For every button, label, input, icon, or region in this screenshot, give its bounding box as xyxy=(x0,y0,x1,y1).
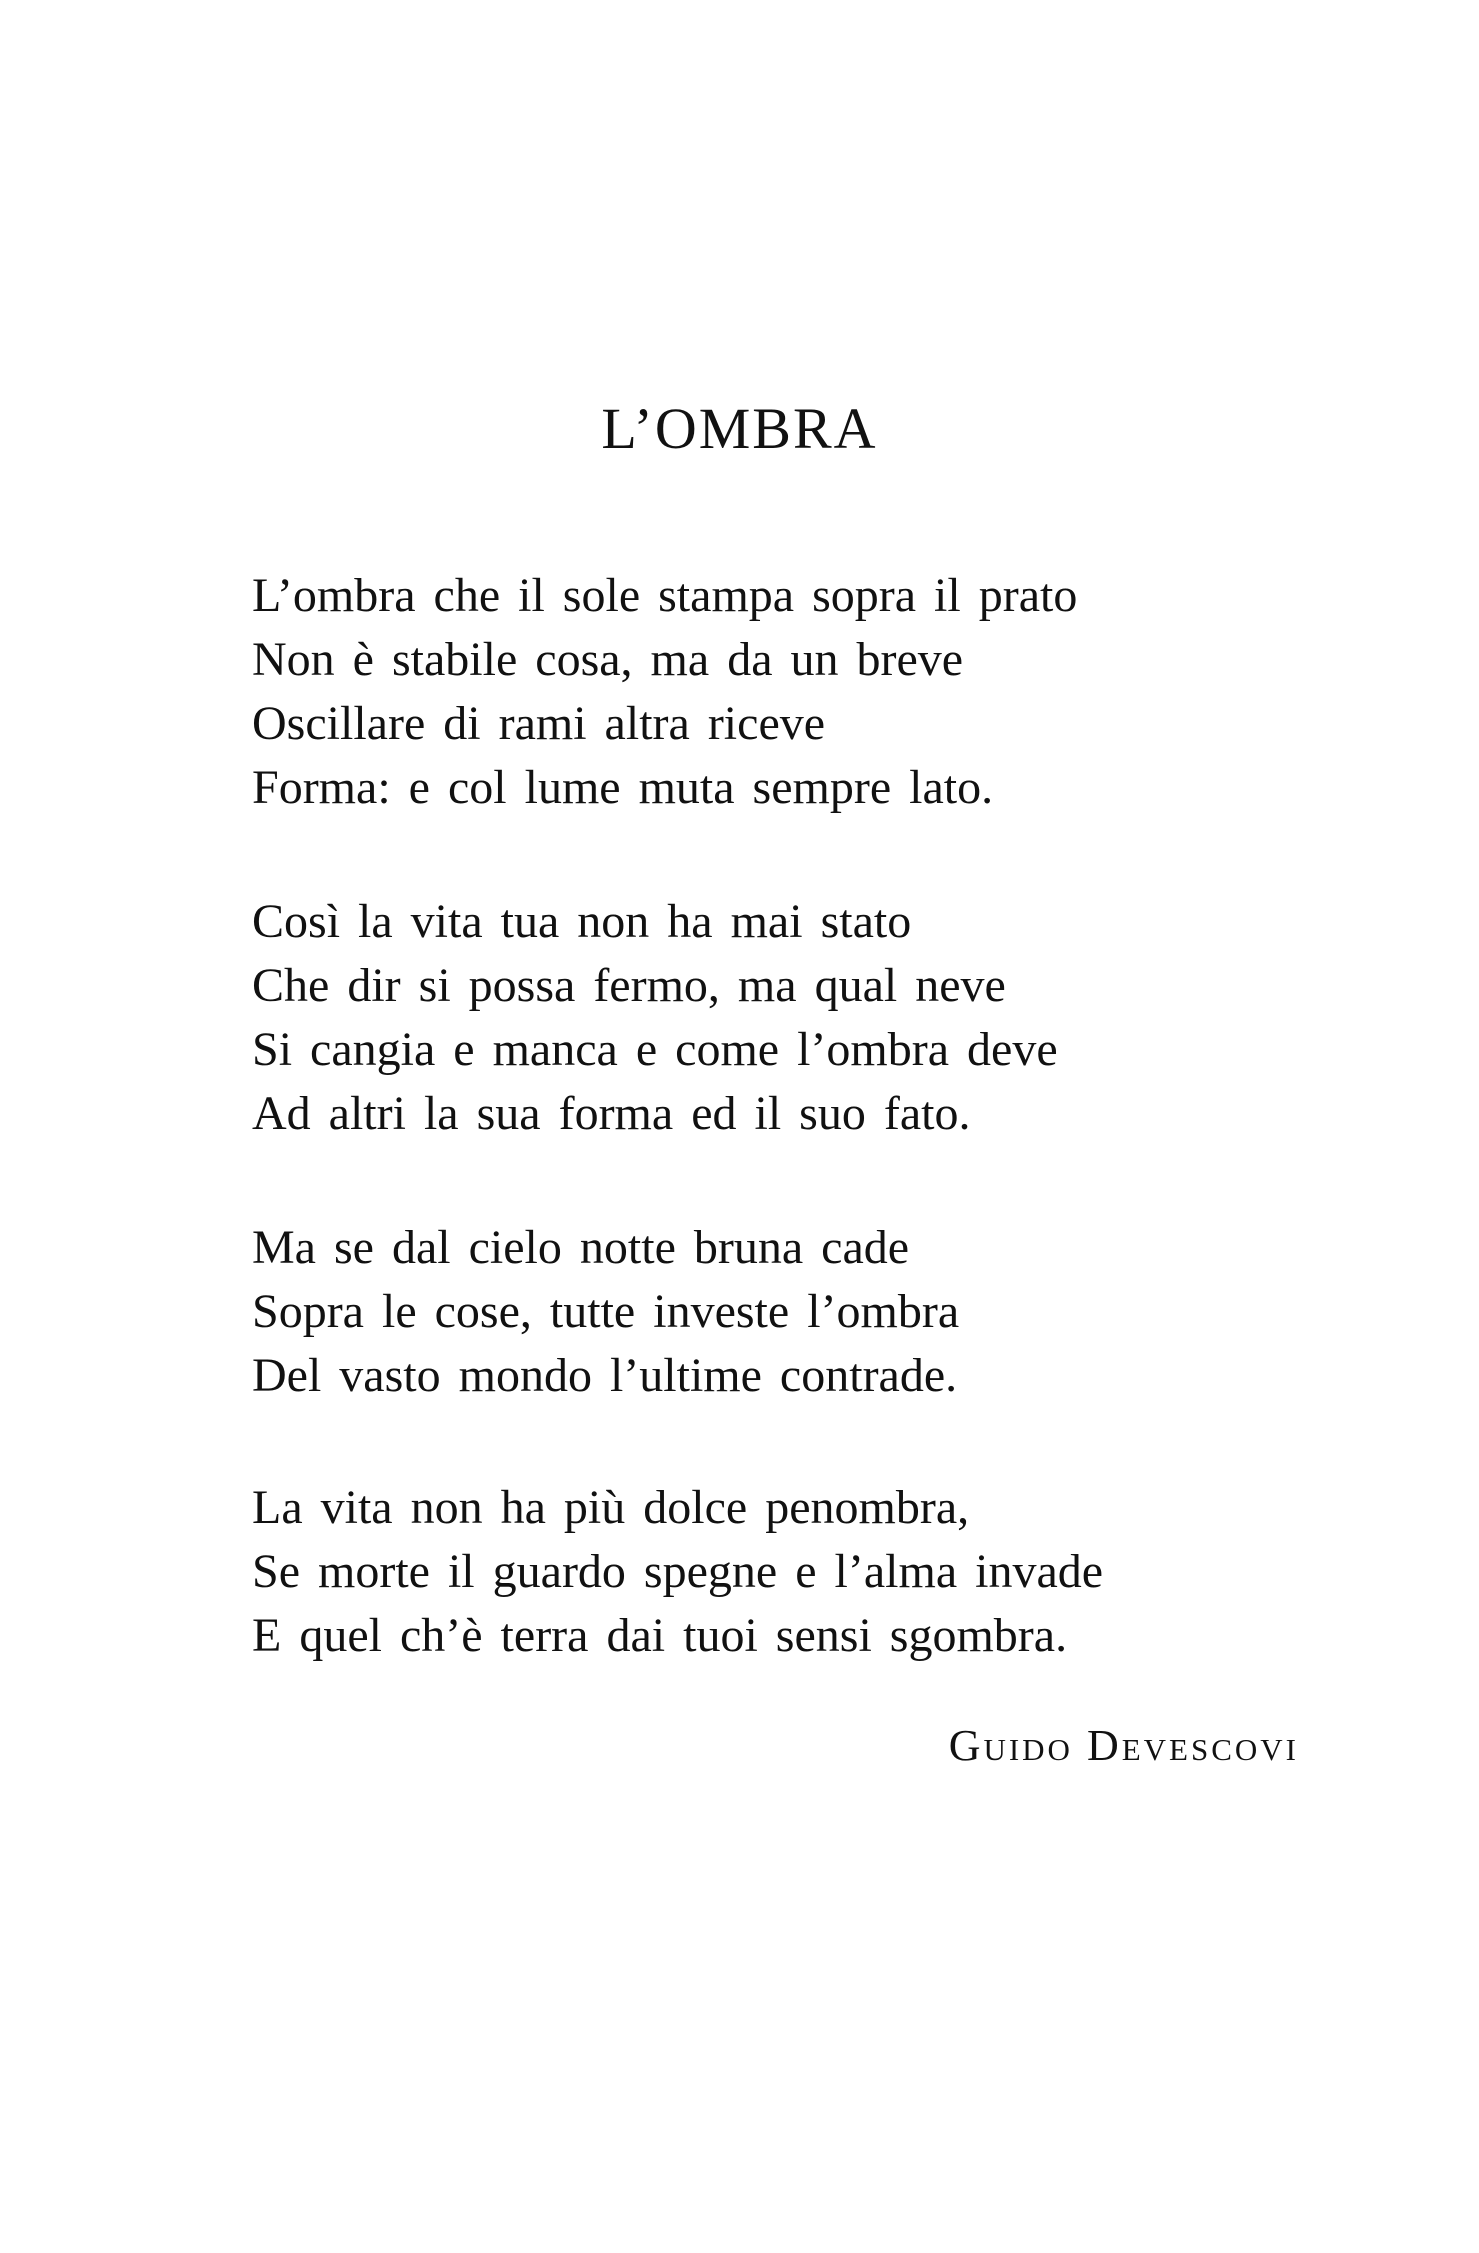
verse-line: L’ombra che il sole stampa sopra il prato xyxy=(252,569,1078,622)
verse-line: E quel ch’è terra dai tuoi sensi sgombra. xyxy=(252,1609,1068,1662)
stanza-4 xyxy=(252,1476,1103,1668)
stanza-1 xyxy=(252,564,1077,820)
verse-line: Forma: e col lume muta sempre lato. xyxy=(252,761,994,814)
verse-line: Che dir si possa fermo, ma qual neve xyxy=(252,959,1006,1012)
stanza-3 xyxy=(252,1216,959,1408)
verse-line: Non è stabile cosa, ma da un breve xyxy=(252,633,964,686)
stanza-2 xyxy=(252,890,1058,1146)
poem-title: L’OMBRA xyxy=(601,396,878,461)
verse-line: Se morte il guardo spegne e l’alma invade xyxy=(252,1545,1104,1598)
verse-line: Sopra le cose, tutte investe l’ombra xyxy=(252,1285,960,1338)
verse-line: Oscillare di rami altra riceve xyxy=(252,697,826,750)
verse-line: Del vasto mondo l’ultime contrade. xyxy=(252,1349,958,1402)
verse-line: Si cangia e manca e come l’ombra deve xyxy=(252,1023,1058,1076)
verse-line: Ad altri la sua forma ed il suo fato. xyxy=(252,1087,971,1140)
author-signature: Guido Devescovi xyxy=(948,1721,1299,1770)
verse-line: La vita non ha più dolce penombra, xyxy=(252,1481,970,1534)
verse-line: Così la vita tua non ha mai stato xyxy=(252,895,912,948)
verse-line: Ma se dal cielo notte bruna cade xyxy=(252,1221,910,1274)
